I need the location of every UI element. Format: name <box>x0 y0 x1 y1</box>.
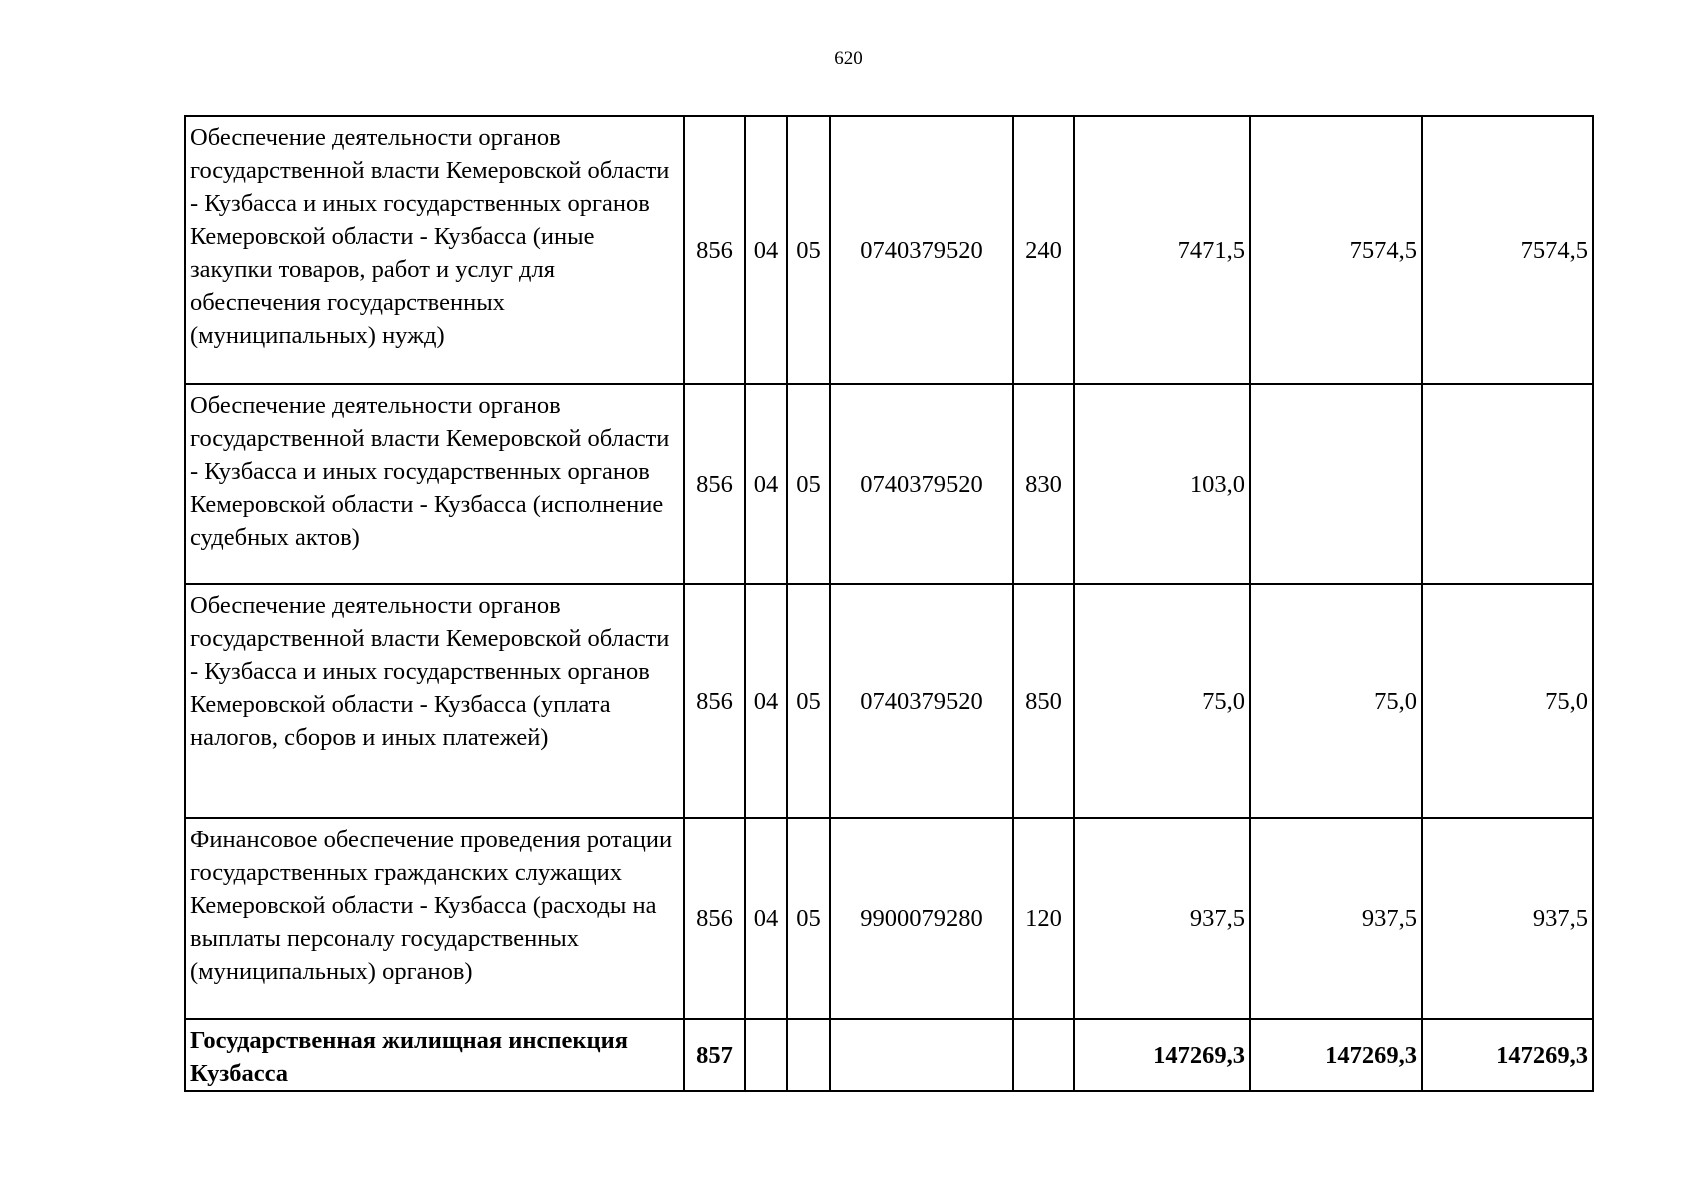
sum-2-cell: 7574,5 <box>1250 116 1422 384</box>
sum-1-cell: 103,0 <box>1074 384 1250 584</box>
sum-2-cell: 937,5 <box>1250 818 1422 1019</box>
expense-type-cell: 830 <box>1013 384 1074 584</box>
description-cell: Государственная жилищная инспекция Кузбасса <box>185 1019 684 1091</box>
section-code-cell <box>745 1019 787 1091</box>
sum-3-cell: 7574,5 <box>1422 116 1593 384</box>
budget-table <box>184 115 1594 1092</box>
table-row <box>185 116 1593 384</box>
expense-type-cell: 120 <box>1013 818 1074 1019</box>
sum-1-cell: 75,0 <box>1074 584 1250 818</box>
subsection-code-cell: 05 <box>787 384 830 584</box>
ministry-code-cell: 856 <box>684 384 745 584</box>
sum-3-cell: 75,0 <box>1422 584 1593 818</box>
section-code-cell: 04 <box>745 384 787 584</box>
sum-2-cell: 75,0 <box>1250 584 1422 818</box>
target-article-cell: 0740379520 <box>830 584 1013 818</box>
description-cell: Обеспечение деятельности органов государственной власти Кемеровской области - Кузбасса и иных государственных органов Кемеровской области - Кузбасса (уплата налогов, сборов и иных платежей) <box>185 584 684 818</box>
description-cell: Обеспечение деятельности органов государственной власти Кемеровской области - Кузбасса и иных государственных органов Кемеровской области - Кузбасса (исполнение судебных актов) <box>185 384 684 584</box>
sum-3-cell <box>1422 384 1593 584</box>
section-code-cell: 04 <box>745 116 787 384</box>
expense-type-cell: 240 <box>1013 116 1074 384</box>
sum-2-cell <box>1250 384 1422 584</box>
description-cell: Финансовое обеспечение проведения ротации государственных гражданских служащих Кемеровской области - Кузбасса (расходы на выплаты персоналу государственных (муниципальных) органов) <box>185 818 684 1019</box>
target-article-cell: 9900079280 <box>830 818 1013 1019</box>
section-code-cell: 04 <box>745 818 787 1019</box>
sum-1-cell: 147269,3 <box>1074 1019 1250 1091</box>
subsection-code-cell: 05 <box>787 818 830 1019</box>
ministry-code-cell: 856 <box>684 116 745 384</box>
description-cell: Обеспечение деятельности органов государственной власти Кемеровской области - Кузбасса и иных государственных органов Кемеровской области - Кузбасса (иные закупки товаров, работ и услуг для обеспечения государственных (муниципальных) нужд) <box>185 116 684 384</box>
target-article-cell: 0740379520 <box>830 384 1013 584</box>
subsection-code-cell <box>787 1019 830 1091</box>
ministry-code-cell: 856 <box>684 584 745 818</box>
expense-type-cell: 850 <box>1013 584 1074 818</box>
table-row <box>185 584 1593 818</box>
sum-1-cell: 937,5 <box>1074 818 1250 1019</box>
table-row <box>185 384 1593 584</box>
ministry-code-cell: 857 <box>684 1019 745 1091</box>
subsection-code-cell: 05 <box>787 116 830 384</box>
page-number: 620 <box>834 48 863 69</box>
subsection-code-cell: 05 <box>787 584 830 818</box>
sum-3-cell: 147269,3 <box>1422 1019 1593 1091</box>
target-article-cell <box>830 1019 1013 1091</box>
target-article-cell: 0740379520 <box>830 116 1013 384</box>
sum-3-cell: 937,5 <box>1422 818 1593 1019</box>
ministry-code-cell: 856 <box>684 818 745 1019</box>
sum-1-cell: 7471,5 <box>1074 116 1250 384</box>
table-row <box>185 818 1593 1019</box>
expense-type-cell <box>1013 1019 1074 1091</box>
total-row <box>185 1019 1593 1091</box>
section-code-cell: 04 <box>745 584 787 818</box>
sum-2-cell: 147269,3 <box>1250 1019 1422 1091</box>
